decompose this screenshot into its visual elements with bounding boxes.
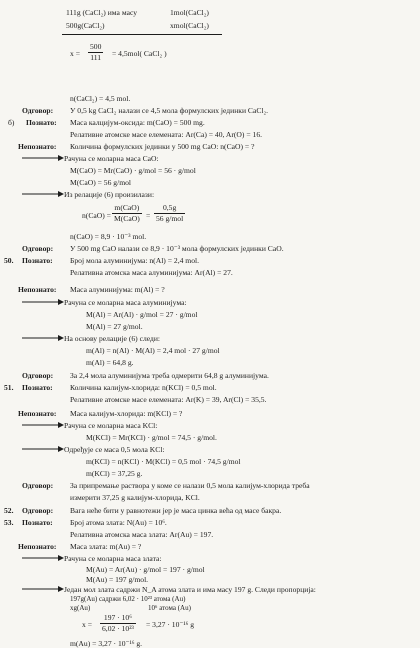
unknown-text: Маса алуминијума: m(Al) = ?: [70, 285, 165, 294]
unknown-label: Непознато:: [18, 142, 57, 151]
known-line-2: Релативне атомске масе елемената: Ar(Ca) = 40, Ar(O) = 16.: [70, 130, 263, 139]
unknown-text: Маса злата: m(Au) = ?: [70, 542, 142, 551]
answer-text: За 2,4 мола алуминијума треба одмерити 64,8 g алуминијума.: [70, 371, 269, 380]
unknown-text: Маса калијум-хлорида: m(KCl) = ?: [70, 409, 183, 418]
problem-number: 50.: [4, 256, 14, 265]
step-text: Рачуна се моларна маса KCl:: [64, 421, 158, 430]
known-line-1: Количина калијум-хлорида: n(KCl) = 0,5 mol.: [70, 383, 217, 392]
arrow-icon: [22, 554, 64, 563]
known-label: Познато:: [22, 518, 53, 527]
proportion-line-2b: xmol(CaCl₂): [170, 21, 209, 30]
proportion-line-1a: 111g (CaCl₂) има масу: [66, 8, 138, 17]
answer-label: Одговор:: [22, 481, 54, 490]
problem-number: 53.: [4, 518, 14, 527]
x-lhs: x =: [82, 620, 92, 629]
x-fraction: [100, 614, 136, 632]
step-text: На основу релације (6) следи:: [64, 334, 161, 343]
numerator: 0,5g: [162, 203, 177, 212]
proportion-line-1b: 1mol(CaCl₂): [170, 8, 209, 17]
step-text: Из релације (6) произилази:: [64, 190, 155, 199]
calc-line: M(KCl) = Mr(KCl) · g/mol = 74,5 · g/mol.: [86, 433, 217, 442]
known-line-2: Релативне атомске масе елемената: Ar(K) = 39, Ar(Cl) = 35,5.: [70, 395, 267, 404]
m-au-result: m(Au) = 3,27 · 10⁻¹⁶ g.: [70, 639, 143, 648]
calc-line: m(Al) = n(Al) · M(Al) = 2,4 mol · 27 g/mol: [86, 346, 220, 355]
arrow-icon: [22, 445, 64, 454]
proportion-line-2b: 10⁶ атома (Au): [148, 604, 191, 612]
n-cao-fraction-1: [112, 204, 142, 222]
arrow-icon: [22, 334, 64, 343]
answer-text: За припремање раствора у коме се налази 0,5 мола калијум-хлорида треба: [70, 481, 310, 490]
known-label: Познато:: [22, 383, 53, 392]
proportion-line-2a: 500g(CaCl₂): [66, 21, 105, 30]
calc-line: M(CaO) = Mr(CaO) · g/mol = 56 · g/mol: [70, 166, 196, 175]
calc-line: M(Au) = 197 g/mol.: [86, 575, 149, 584]
answer-text: У 0,5 kg CaCl₂ налази се 4,5 мола формулских јединки CaCl₂.: [70, 106, 269, 115]
proportion-line-1: 197g(Au) садржи 6,02 · 10²³ атома (Au): [70, 595, 186, 603]
numerator: m(CaO): [114, 203, 140, 212]
step-text: Један мол злата садржи N_A атома злата и има масу 197 g. Следи пропорција:: [64, 585, 316, 594]
arrow-icon: [22, 154, 64, 163]
denominator: 56 g/mol: [156, 213, 184, 223]
problem-number: 51.: [4, 383, 14, 392]
answer-label: Одговор:: [22, 506, 54, 515]
x-lhs: x =: [70, 49, 80, 58]
problem-number: 52.: [4, 506, 14, 515]
unknown-label: Непознато:: [18, 409, 57, 418]
answer-text: измерити 37,25 g калијум-хлорида, KCl.: [70, 493, 200, 502]
known-label: Познато:: [26, 118, 57, 127]
arrow-icon: [22, 190, 64, 199]
arrow-icon: [22, 585, 64, 594]
known-line-1: Број атома злата: N(Au) = 10⁶.: [70, 518, 167, 527]
known-line-1: Број мола алуминијума: n(Al) = 2,4 mol.: [70, 256, 200, 265]
unknown-label: Непознато:: [18, 542, 57, 551]
step-text: Одређује се маса 0,5 мола KCl:: [64, 445, 165, 454]
calc-line: m(KCl) = n(KCl) · M(KCl) = 0,5 mol · 74,5 g/mol: [86, 457, 241, 466]
answer-label: Одговор:: [22, 106, 54, 115]
x-fraction: [88, 43, 103, 61]
denominator: 6,02 · 10²³: [102, 623, 134, 633]
proportion-line-2a: xg(Au): [70, 604, 91, 612]
n-cao-lhs: n(CaO) =: [82, 211, 111, 220]
part-number: б): [8, 118, 15, 127]
arrow-icon: [22, 298, 64, 307]
x-denominator: 111: [90, 52, 102, 62]
calc-line: m(Al) = 64,8 g.: [86, 358, 134, 367]
step-text: Рачуна се моларна маса злата:: [64, 554, 162, 563]
arrow-icon: [22, 421, 64, 430]
unknown-text: Количина формулских јединки у 500 mg CaO: n(CaO) = ?: [70, 142, 255, 151]
x-numerator: 500: [90, 42, 102, 51]
equals: =: [146, 211, 151, 220]
known-line-2: Релативна атомска маса алуминијума: Ar(Al) = 27.: [70, 268, 233, 277]
answer-text: Вага неће бити у равнотежи јер је маса цинка већа од масе бакра.: [70, 506, 282, 515]
answer-label: Одговор:: [22, 244, 54, 253]
answer-label: Одговор:: [22, 371, 54, 380]
divider: [62, 34, 222, 35]
x-rhs: = 3,27 · 10⁻¹⁶ g: [146, 620, 195, 629]
answer-text: У 500 mg CaO налази се 8,9 · 10⁻³ мола формулских јединки CaO.: [70, 244, 284, 253]
denominator: M(CaO): [114, 213, 140, 223]
n-cao-result: n(CaO) = 8,9 · 10⁻³ mol.: [70, 232, 147, 241]
numerator: 197 · 10⁶: [103, 613, 132, 622]
calc-line: M(Al) = Ar(Al) · g/mol = 27 · g/mol: [86, 310, 198, 319]
n-cao-fraction-2: [154, 204, 185, 222]
step-text: Рачуна се моларна маса CaO:: [64, 154, 159, 163]
step-text: Рачуна се моларна маса алуминијума:: [64, 298, 187, 307]
calc-line: M(CaO) = 56 g/mol: [70, 178, 132, 187]
known-line-1: Маса калцијум-оксида: m(CaO) = 500 mg.: [70, 118, 205, 127]
calc-line: M(Au) = Ar(Au) · g/mol = 197 · g/mol: [86, 565, 205, 574]
known-line-2: Релативна атомска маса злата: Ar(Au) = 197.: [70, 530, 214, 539]
x-rhs: = 4,5mol( CaCl₂ ): [112, 49, 167, 58]
calc-line: M(Al) = 27 g/mol.: [86, 322, 143, 331]
unknown-label: Непознато:: [18, 285, 57, 294]
calc-line: m(KCl) = 37,25 g.: [86, 469, 143, 478]
n-cacl2-result: n(CaCl₂) = 4,5 mol.: [70, 94, 131, 103]
known-label: Познато:: [22, 256, 53, 265]
